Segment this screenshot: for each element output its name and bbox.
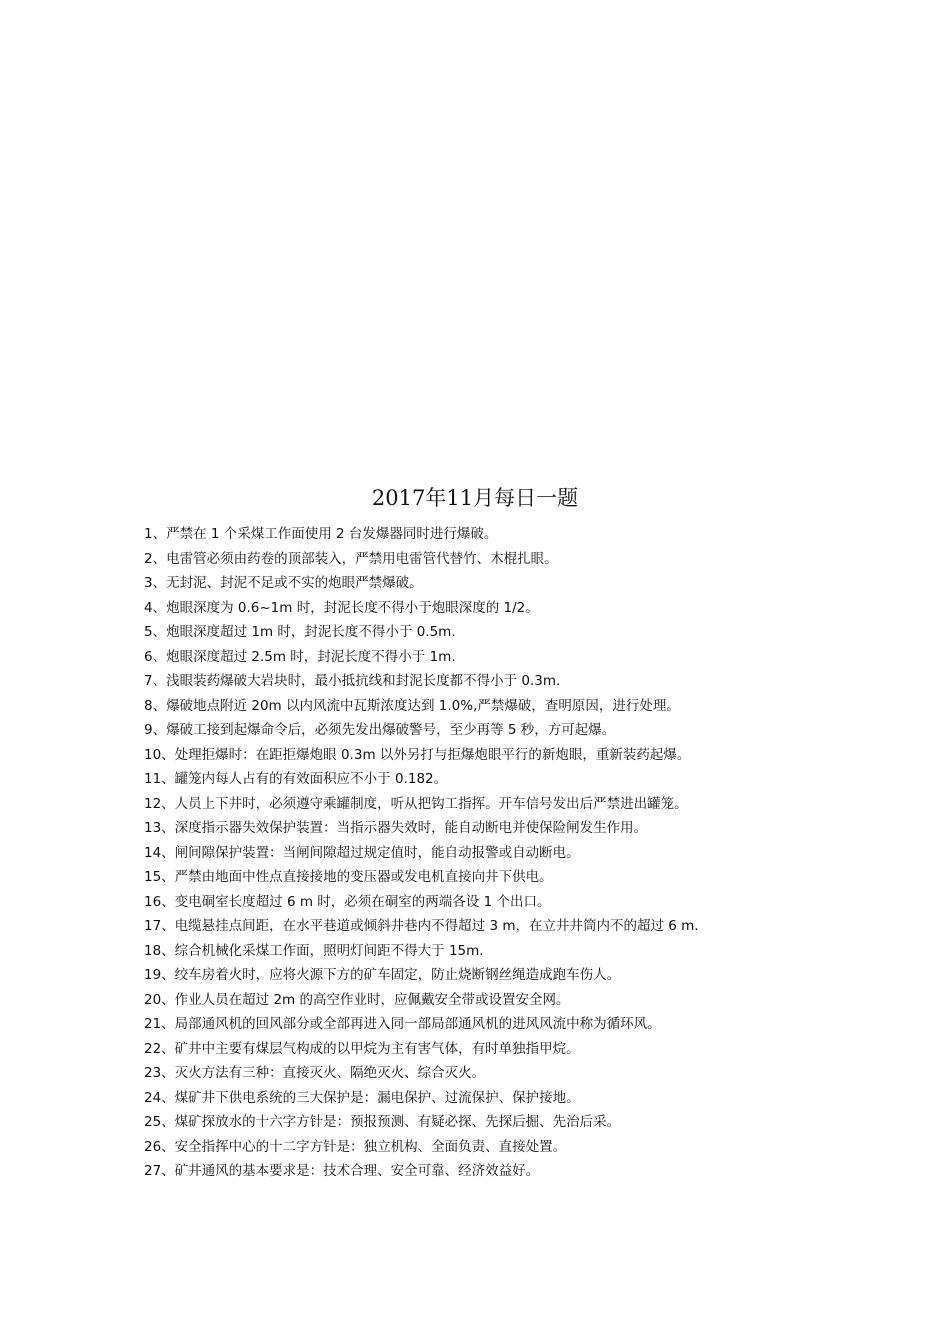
list-item: 5、炮眼深度超过 1m 时，封泥长度不得小于 0.5m. [144,624,456,640]
list-item: 26、安全指挥中心的十二字方针是：独立机构、全面负责、直接处置。 [144,1138,567,1155]
list-item: 7、浅眼装药爆破大岩块时，最小抵抗线和封泥长度都不得小于 0.3m. [144,673,561,689]
list-item: 15、严禁由地面中性点直接接地的变压器或发电机直接向井下供电。 [144,869,553,885]
list-item: 22、矿井中主要有煤层气构成的以甲烷为主有害气体，有时单独指甲烷。 [144,1040,580,1057]
list-item: 13、深度指示器失效保护装置：当指示器失效时，能自动断电并使保险闸发生作用。 [144,820,648,836]
rule-list [144,522,820,1184]
list-item: 25、煤矿探放水的十六字方针是：预报预测、有疑必探、先探后掘、先治后采。 [144,1114,621,1130]
list-item: 17、电缆悬挂点间距，在水平巷道或倾斜井巷内不得超过 3 m，在立井井筒内不的超过 6 m. [144,918,699,934]
list-item: 2、电雷管必须由药卷的顶部装入，严禁用电雷管代替竹、木棍扎眼。 [144,550,558,567]
list-item: 6、炮眼深度超过 2.5m 时，封泥长度不得小于 1m. [144,648,456,665]
list-item: 19、绞车房着火时，应将火源下方的矿车固定，防止烧断钢丝绳造成跑车伤人。 [144,967,621,983]
list-item: 8、爆破地点附近 20m 以内风流中瓦斯浓度达到 1.0%,严禁爆破，查明原因，进行处理。 [144,697,680,714]
list-item: 3、无封泥、封泥不足或不实的炮眼严禁爆破。 [144,575,423,591]
list-item: 18、综合机械化采煤工作面，照明灯间距不得大于 15m. [144,942,484,959]
list-item: 24、煤矿井下供电系统的三大保护是：漏电保护、过流保护、保护接地。 [144,1089,580,1106]
list-item: 1、严禁在 1 个采煤工作面使用 2 台发爆器同时进行爆破。 [144,526,498,542]
list-item: 20、作业人员在超过 2m 的高空作业时，应佩戴安全带或设置安全网。 [144,991,570,1008]
list-item: 11、罐笼内每人占有的有效面积应不小于 0.182。 [144,771,448,787]
list-item: 16、变电硐室长度超过 6 m 时，必须在硐室的两端各设 1 个出口。 [144,893,551,910]
list-item: 4、炮眼深度为 0.6~1m 时，封泥长度不得小于炮眼深度的 1/2。 [144,599,539,616]
list-item: 21、局部通风机的回风部分或全部再进入同一部局部通风机的进风风流中称为循环风。 [144,1016,661,1032]
list-item: 12、人员上下井时，必须遵守乘罐制度，听从把钩工指挥。开车信号发出后严禁进出罐笼。 [144,795,688,812]
list-item: 10、处理拒爆时：在距拒爆炮眼 0.3m 以外另打与拒爆炮眼平行的新炮眼，重新装药起爆。 [144,746,691,763]
list-item: 27、矿井通风的基本要求是：技术合理、安全可靠、经济效益好。 [144,1163,540,1179]
list-item: 14、闸间隙保护装置：当闸间隙超过规定值时，能自动报警或自动断电。 [144,844,580,861]
document-title: 2017年11月每日一题 [371,486,579,510]
list-item: 9、爆破工接到起爆命令后，必须先发出爆破警号，至少再等 5 秒，方可起爆。 [144,722,616,738]
list-item: 23、灭火方法有三种：直接灭火、隔绝灭火、综合灭火。 [144,1065,486,1081]
